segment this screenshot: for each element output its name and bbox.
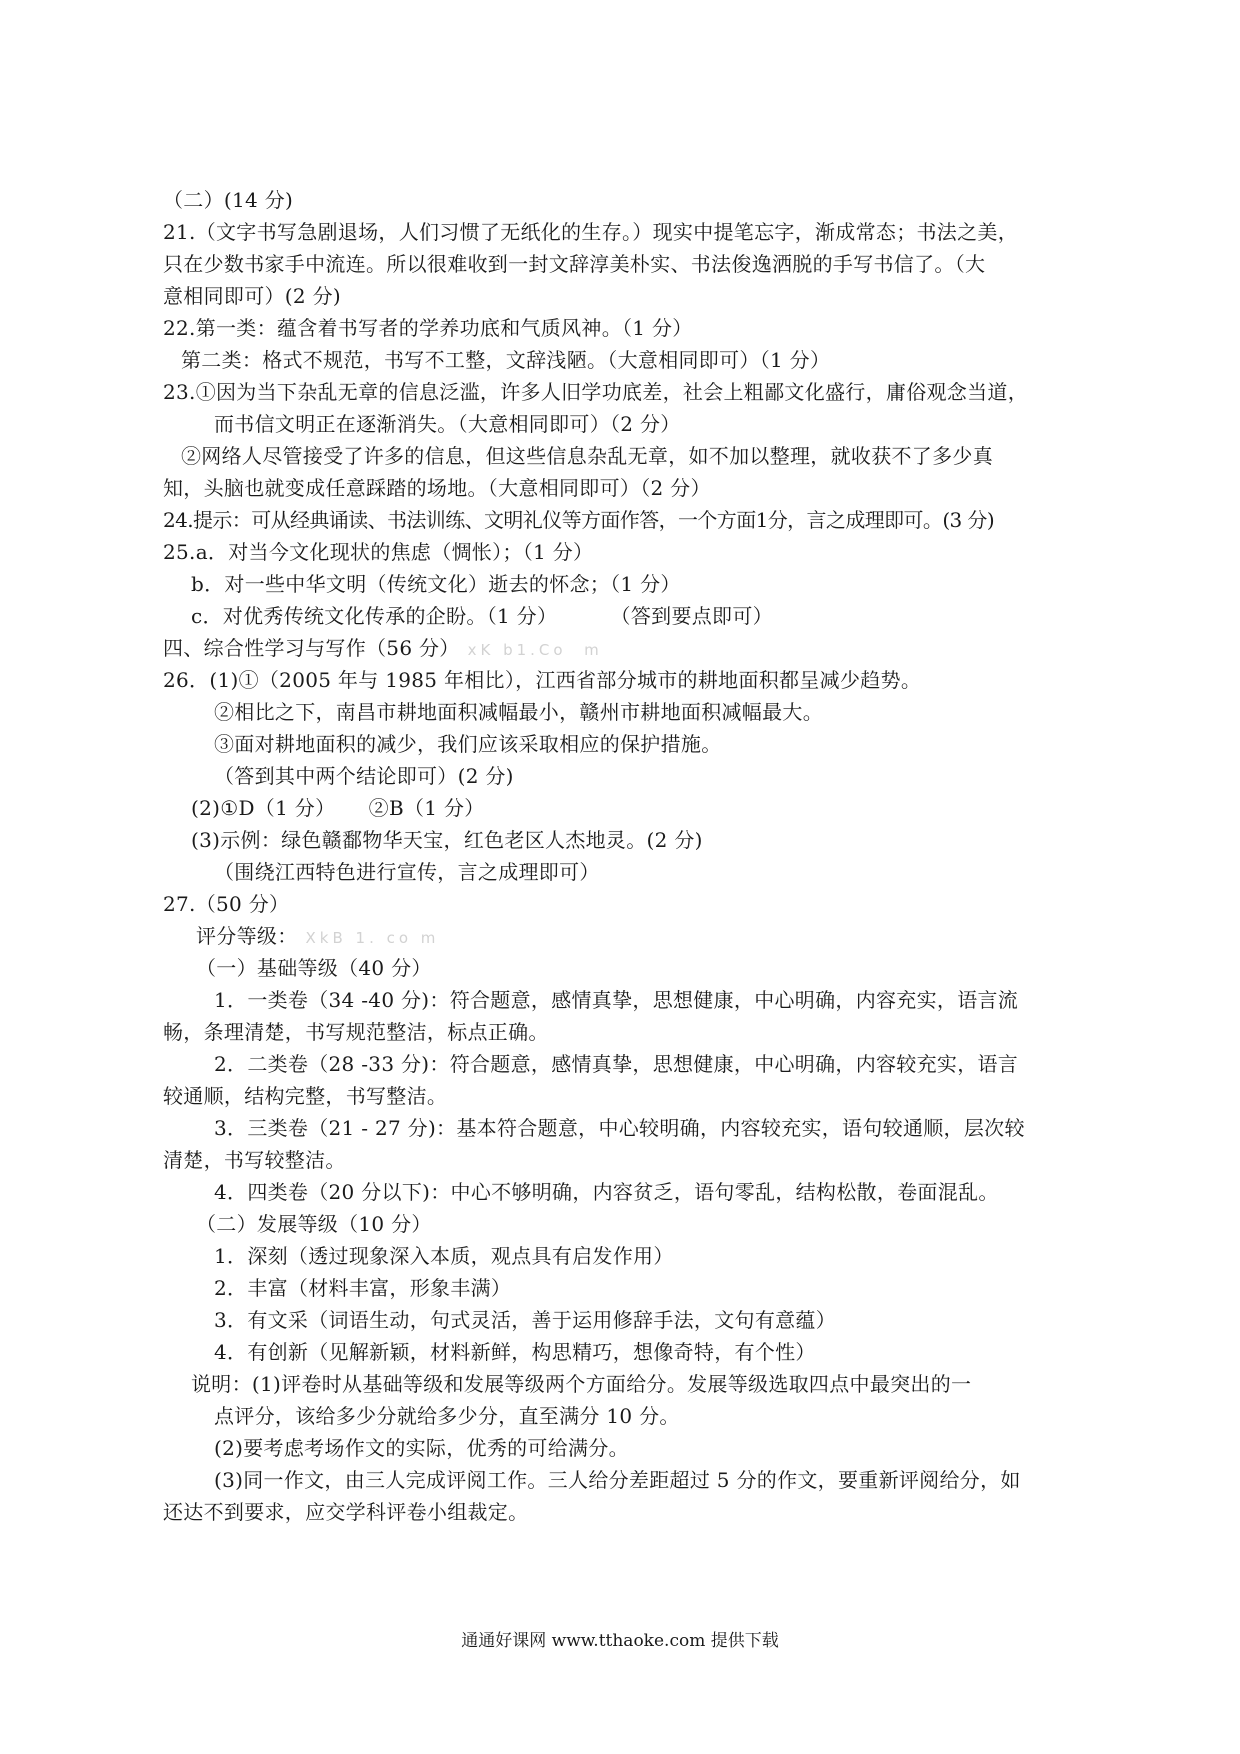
- q21-line-1: 21.（文字书写急剧退场，人们习惯了无纸化的生存。）现实中提笔忘字，渐成常态；书法之美，: [163, 220, 1019, 244]
- grading-label-text: 评分等级：: [196, 924, 298, 948]
- basic-level-1-line-2: 畅，条理清楚，书写规范整洁，标点正确。: [163, 1020, 549, 1044]
- q21-line-2: 只在少数书家手中流连。所以很难收到一封文辞淳美朴实、书法俊逸洒脱的手写书信了。（大: [163, 252, 986, 276]
- q25-line-c: c．对优秀传统文化传承的企盼。（1 分） （答到要点即可）: [191, 604, 773, 628]
- section-4-heading-text: 四、综合性学习与写作（56 分）: [163, 636, 460, 660]
- basic-level-4-line-1: 4．四类卷（20 分以下)：中心不够明确，内容贫乏，语句零乱，结构松散，卷面混乱。: [214, 1180, 999, 1204]
- q26-line-4: （答到其中两个结论即可）(2 分): [214, 764, 514, 788]
- basic-level-2-line-1: 2．二类卷（28 -33 分)：符合题意，感情真挚，思想健康，中心明确，内容较充实，语言: [214, 1052, 1019, 1076]
- q25-line-a: 25.a．对当今文化现状的焦虑（惆怅）；（1 分）: [163, 540, 594, 564]
- page-footer: 通通好课网 www.tthaoke.com 提供下载: [461, 1631, 779, 1651]
- note-line-4: (3)同一作文，由三人完成评阅工作。三人给分差距超过 5 分的作文，要重新评阅给分，如: [214, 1468, 1021, 1492]
- section-4-heading: [163, 634, 603, 664]
- basic-level-3-line-1: 3．三类卷（21 - 27 分)：基本符合题意，中心较明确，内容较充实，语句较通顺，层次较: [214, 1116, 1025, 1140]
- q25-line-b: b．对一些中华文明（传统文化）逝去的怀念；（1 分）: [191, 572, 681, 596]
- note-line-1: 说明：(1)评卷时从基础等级和发展等级两个方面给分。发展等级选取四点中最突出的一: [191, 1372, 972, 1396]
- development-level-4: 4．有创新（见解新颖，材料新鲜，构思精巧，想像奇特，有个性）: [214, 1340, 816, 1364]
- section-2-heading: （二）(14 分): [163, 188, 294, 212]
- note-line-5: 还达不到要求，应交学科评卷小组裁定。: [163, 1500, 529, 1524]
- q27-grading-label: [196, 922, 439, 952]
- q26-line-5: (2)①D（1 分） ②B（1 分）: [191, 796, 485, 820]
- q26-line-6: (3)示例：绿色赣鄱物华天宝，红色老区人杰地灵。(2 分): [191, 828, 703, 852]
- q24-line-1: 24.提示：可从经典诵读、书法训练、文明礼仪等方面作答，一个方面1分，言之成理即可。(3 分): [163, 508, 995, 532]
- q26-line-7: （围绕江西特色进行宣传，言之成理即可）: [214, 860, 600, 884]
- q23-line-1: 23.①因为当下杂乱无章的信息泛滥，许多人旧学功底差，社会上粗鄙文化盛行，庸俗观念当道，: [163, 380, 1029, 404]
- note-line-2: 点评分，该给多少分就给多少分，直至满分 10 分。: [214, 1404, 680, 1428]
- q22-line-2: 第二类：格式不规范，书写不工整，文辞浅陋。（大意相同即可）（1 分）: [181, 348, 831, 372]
- development-level-3: 3．有文采（词语生动，句式灵活，善于运用修辞手法，文句有意蕴）: [214, 1308, 837, 1332]
- basic-level-3-line-2: 清楚，书写较整洁。: [163, 1148, 346, 1172]
- q22-line-1: 22.第一类：蕴含着书写者的学养功底和气质风神。（1 分）: [163, 316, 693, 340]
- q23-line-4: 知，头脑也就变成任意踩踏的场地。（大意相同即可）（2 分）: [163, 476, 711, 500]
- development-level-1: 1．深刻（透过现象深入本质，观点具有启发作用）: [214, 1244, 674, 1268]
- watermark-text: XkB 1. co m: [305, 929, 440, 947]
- q23-line-3: ②网络人尽管接受了许多的信息，但这些信息杂乱无章，如不加以整理，就收获不了多少真: [181, 444, 993, 468]
- development-level-heading: （二）发展等级（10 分）: [196, 1212, 432, 1236]
- basic-level-2-line-2: 较通顺，结构完整，书写整洁。: [163, 1084, 448, 1108]
- q26-line-1: 26．(1)①（2005 年与 1985 年相比），江西省部分城市的耕地面积都呈减少趋势。: [163, 668, 922, 692]
- q27-heading: 27.（50 分）: [163, 892, 290, 916]
- development-level-2: 2．丰富（材料丰富，形象丰满）: [214, 1276, 512, 1300]
- watermark-text: xK b1.Co m: [467, 641, 603, 659]
- q23-line-2: 而书信文明正在逐渐消失。（大意相同即可）（2 分）: [214, 412, 681, 436]
- basic-level-1-line-1: 1．一类卷（34 -40 分)：符合题意，感情真挚，思想健康，中心明确，内容充实，语言流: [214, 988, 1019, 1012]
- note-line-3: (2)要考虑考场作文的实际，优秀的可给满分。: [214, 1436, 629, 1460]
- q21-line-3: 意相同即可）(2 分): [163, 284, 341, 308]
- q26-line-2: ②相比之下，南昌市耕地面积减幅最小，赣州市耕地面积减幅最大。: [214, 700, 823, 724]
- basic-level-heading: （一）基础等级（40 分）: [196, 956, 432, 980]
- q26-line-3: ③面对耕地面积的减少，我们应该采取相应的保护措施。: [214, 732, 722, 756]
